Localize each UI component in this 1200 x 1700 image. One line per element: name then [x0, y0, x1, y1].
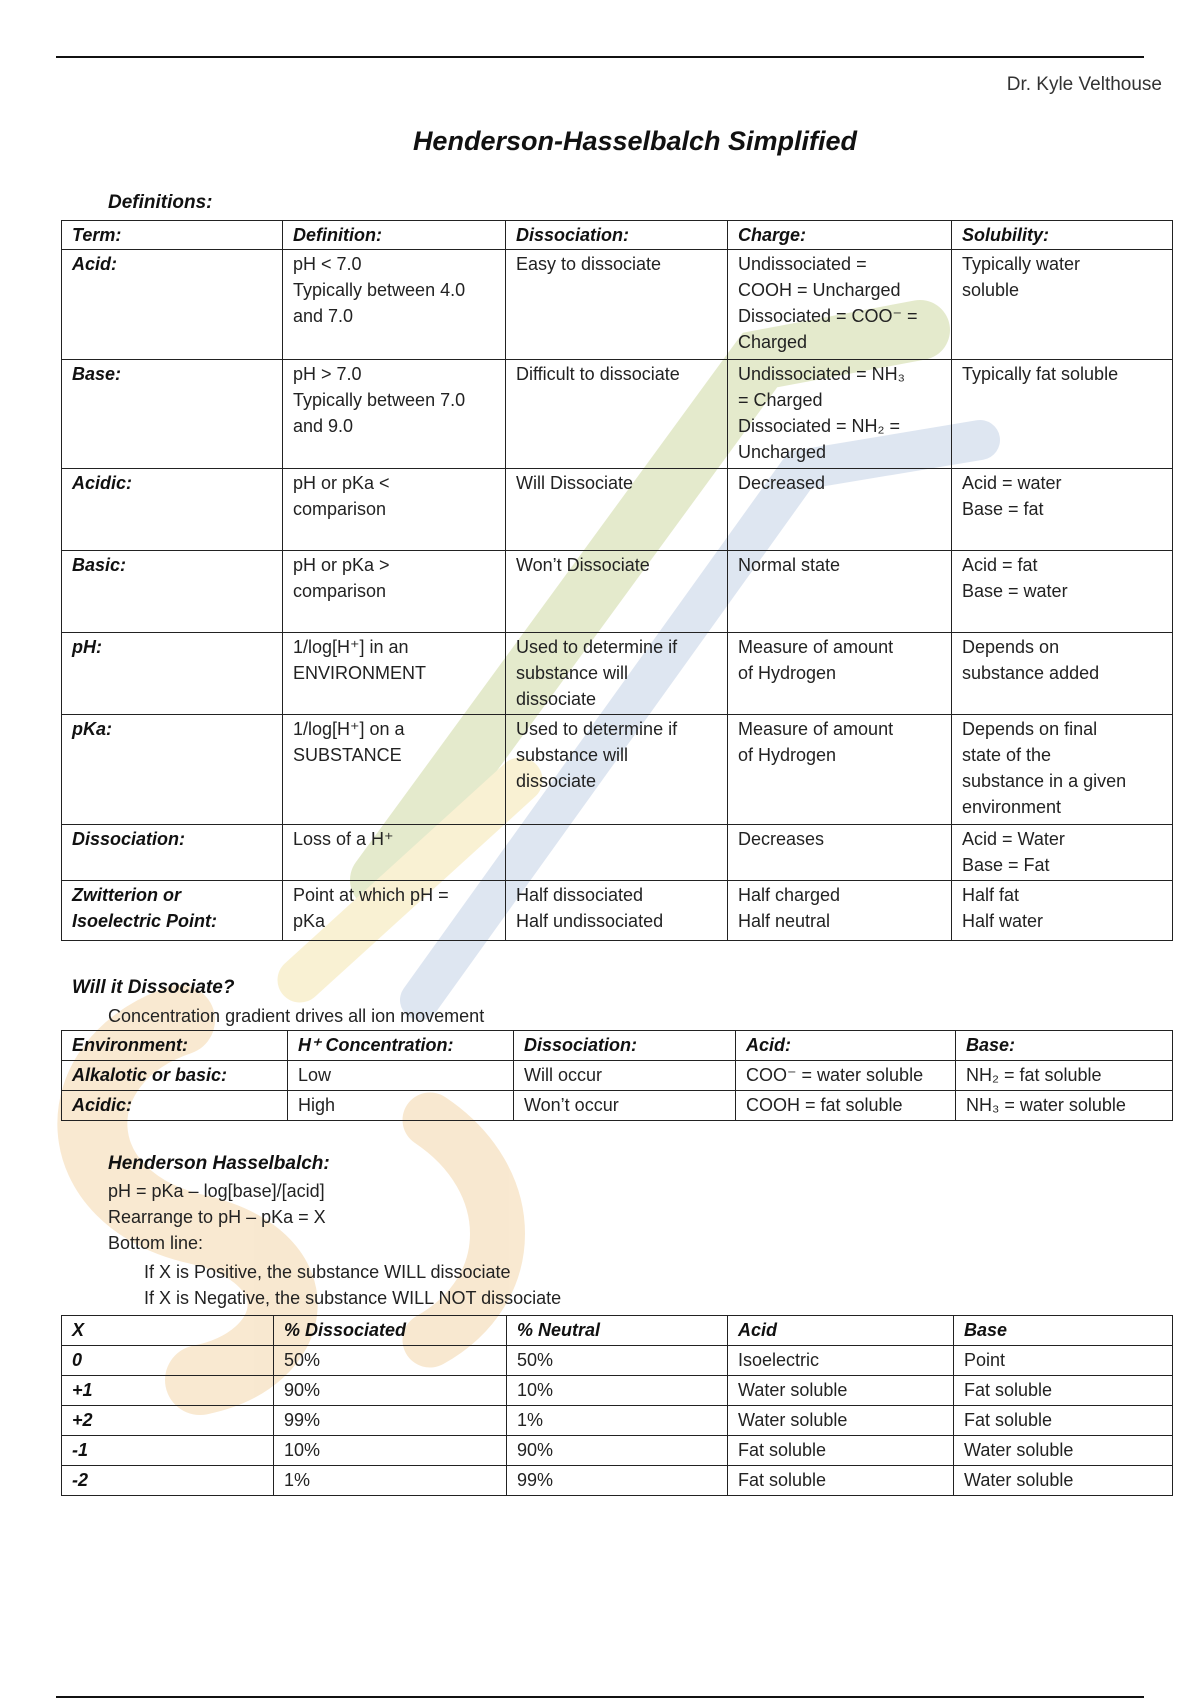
definitions-label: Definitions:	[108, 192, 213, 213]
table-row	[62, 551, 1173, 633]
definitions-header-row	[62, 221, 1173, 250]
table-row	[62, 250, 1173, 360]
hh-negative-rule: If X is Negative, the substance WILL NOT dissociate	[144, 1288, 562, 1308]
top-rule	[56, 56, 1144, 58]
definition-cell: 1/log[H⁺] in an ENVIRONMENT	[283, 633, 506, 715]
definition-cell: pH > 7.0 Typically between 7.0 and 9.0	[283, 360, 506, 469]
dissociation-cell: Won’t occur	[514, 1091, 736, 1121]
term-cell: Basic:	[62, 551, 283, 633]
table-row	[62, 633, 1173, 715]
term-cell: Zwitterion or Isoelectric Point:	[62, 881, 283, 941]
dissociation-cell	[506, 825, 728, 881]
table-row	[62, 1436, 1173, 1466]
table-row	[62, 1376, 1173, 1406]
solubility-cell: Depends on final state of the substance in a given environment	[952, 715, 1173, 825]
charge-cell: Measure of amount of Hydrogen	[728, 633, 952, 715]
base-cell: NH₃ = water soluble	[956, 1091, 1173, 1121]
header-acid: Acid:	[736, 1031, 956, 1061]
table-row	[62, 1466, 1173, 1496]
dissociated-cell: 99%	[274, 1406, 507, 1436]
acid-cell: Water soluble	[728, 1376, 954, 1406]
base-cell: NH₂ = fat soluble	[956, 1061, 1173, 1091]
neutral-cell: 99%	[507, 1466, 728, 1496]
table-row	[62, 1346, 1173, 1376]
term-cell: Dissociation:	[62, 825, 283, 881]
definition-cell: pH or pKa > comparison	[283, 551, 506, 633]
header-definition: Definition:	[283, 221, 506, 250]
solubility-cell: Typically water soluble	[952, 250, 1173, 360]
dissociation-cell: Easy to dissociate	[506, 250, 728, 360]
charge-cell: Measure of amount of Hydrogen	[728, 715, 952, 825]
header-base: Base:	[956, 1031, 1173, 1061]
author-name: Dr. Kyle Velthouse	[1006, 74, 1162, 95]
term-cell: pH:	[62, 633, 283, 715]
hh-rearrange: Rearrange to pH – pKa = X	[108, 1207, 326, 1227]
base-cell: Water soluble	[954, 1436, 1173, 1466]
solubility-cell: Acid = Water Base = Fat	[952, 825, 1173, 881]
dissociate-table	[61, 1030, 1173, 1121]
header-dissociation: Dissociation:	[506, 221, 728, 250]
solubility-cell: Half fat Half water	[952, 881, 1173, 941]
header-h-concentration: H⁺ Concentration:	[288, 1031, 514, 1061]
concentration-cell: Low	[288, 1061, 514, 1091]
dissociate-note: Concentration gradient drives all ion movement	[108, 1006, 485, 1026]
dissociated-cell: 1%	[274, 1466, 507, 1496]
base-cell: Point	[954, 1346, 1173, 1376]
term-cell: Base:	[62, 360, 283, 469]
charge-cell: Undissociated = COOH = Uncharged Dissociated = COO⁻ = Charged	[728, 250, 952, 360]
definition-cell: Loss of a H⁺	[283, 825, 506, 881]
definition-cell: Point at which pH = pKa	[283, 881, 506, 941]
dissociate-label: Will it Dissociate?	[72, 977, 235, 998]
bottom-rule	[56, 1696, 1144, 1698]
definitions-table	[61, 220, 1173, 941]
header-term: Term:	[62, 221, 283, 250]
header-environment: Environment:	[62, 1031, 288, 1061]
environment-cell: Acidic:	[62, 1091, 288, 1121]
solubility-cell: Acid = water Base = fat	[952, 469, 1173, 551]
solubility-cell: Depends on substance added	[952, 633, 1173, 715]
environment-cell: Alkalotic or basic:	[62, 1061, 288, 1091]
x-cell: -2	[62, 1466, 274, 1496]
acid-cell: Fat soluble	[728, 1466, 954, 1496]
solubility-cell: Typically fat soluble	[952, 360, 1173, 469]
x-cell: +1	[62, 1376, 274, 1406]
dissociation-cell: Will Dissociate	[506, 469, 728, 551]
definition-cell: pH < 7.0 Typically between 4.0 and 7.0	[283, 250, 506, 360]
term-cell: Acid:	[62, 250, 283, 360]
header-neutral: % Neutral	[507, 1316, 728, 1346]
acid-cell: COOH = fat soluble	[736, 1091, 956, 1121]
header-dissociation: Dissociation:	[514, 1031, 736, 1061]
acid-cell: Water soluble	[728, 1406, 954, 1436]
acid-cell: Fat soluble	[728, 1436, 954, 1466]
x-header-row	[62, 1316, 1173, 1346]
x-cell: +2	[62, 1406, 274, 1436]
table-row	[62, 1091, 1173, 1121]
charge-cell: Half charged Half neutral	[728, 881, 952, 941]
table-row	[62, 1406, 1173, 1436]
dissociated-cell: 50%	[274, 1346, 507, 1376]
table-row	[62, 881, 1173, 941]
dissociated-cell: 10%	[274, 1436, 507, 1466]
header-base: Base	[954, 1316, 1173, 1346]
table-row	[62, 360, 1173, 469]
dissociation-cell: Used to determine if substance will dissociate	[506, 715, 728, 825]
charge-cell: Normal state	[728, 551, 952, 633]
hh-label: Henderson Hasselbalch:	[108, 1153, 330, 1174]
table-row	[62, 469, 1173, 551]
dissociated-cell: 90%	[274, 1376, 507, 1406]
charge-cell: Decreased	[728, 469, 952, 551]
dissociation-cell: Half dissociated Half undissociated	[506, 881, 728, 941]
header-charge: Charge:	[728, 221, 952, 250]
solubility-cell: Acid = fat Base = water	[952, 551, 1173, 633]
x-table	[61, 1315, 1173, 1496]
neutral-cell: 10%	[507, 1376, 728, 1406]
x-cell: 0	[62, 1346, 274, 1376]
acid-cell: Isoelectric	[728, 1346, 954, 1376]
base-cell: Fat soluble	[954, 1376, 1173, 1406]
table-row	[62, 1061, 1173, 1091]
term-cell: pKa:	[62, 715, 283, 825]
dissociation-cell: Used to determine if substance will dissociate	[506, 633, 728, 715]
dissociate-header-row	[62, 1031, 1173, 1061]
charge-cell: Decreases	[728, 825, 952, 881]
base-cell: Fat soluble	[954, 1406, 1173, 1436]
dissociation-cell: Won’t Dissociate	[506, 551, 728, 633]
hh-positive-rule: If X is Positive, the substance WILL dissociate	[144, 1262, 511, 1282]
hh-bottom-line: Bottom line:	[108, 1233, 204, 1253]
page-title: Henderson-Hasselbalch Simplified	[412, 126, 858, 156]
hh-equation: pH = pKa – log[base]/[acid]	[108, 1181, 325, 1201]
definition-cell: pH or pKa < comparison	[283, 469, 506, 551]
header-solubility: Solubility:	[952, 221, 1173, 250]
x-cell: -1	[62, 1436, 274, 1466]
term-cell: Acidic:	[62, 469, 283, 551]
base-cell: Water soluble	[954, 1466, 1173, 1496]
concentration-cell: High	[288, 1091, 514, 1121]
charge-cell: Undissociated = NH₃ = Charged Dissociated = NH₂ = Uncharged	[728, 360, 952, 469]
table-row	[62, 825, 1173, 881]
header-x: X	[62, 1316, 274, 1346]
header-dissociated: % Dissociated	[274, 1316, 507, 1346]
acid-cell: COO⁻ = water soluble	[736, 1061, 956, 1091]
neutral-cell: 50%	[507, 1346, 728, 1376]
dissociation-cell: Difficult to dissociate	[506, 360, 728, 469]
neutral-cell: 90%	[507, 1436, 728, 1466]
table-row	[62, 715, 1173, 825]
header-acid: Acid	[728, 1316, 954, 1346]
neutral-cell: 1%	[507, 1406, 728, 1436]
definition-cell: 1/log[H⁺] on a SUBSTANCE	[283, 715, 506, 825]
dissociation-cell: Will occur	[514, 1061, 736, 1091]
